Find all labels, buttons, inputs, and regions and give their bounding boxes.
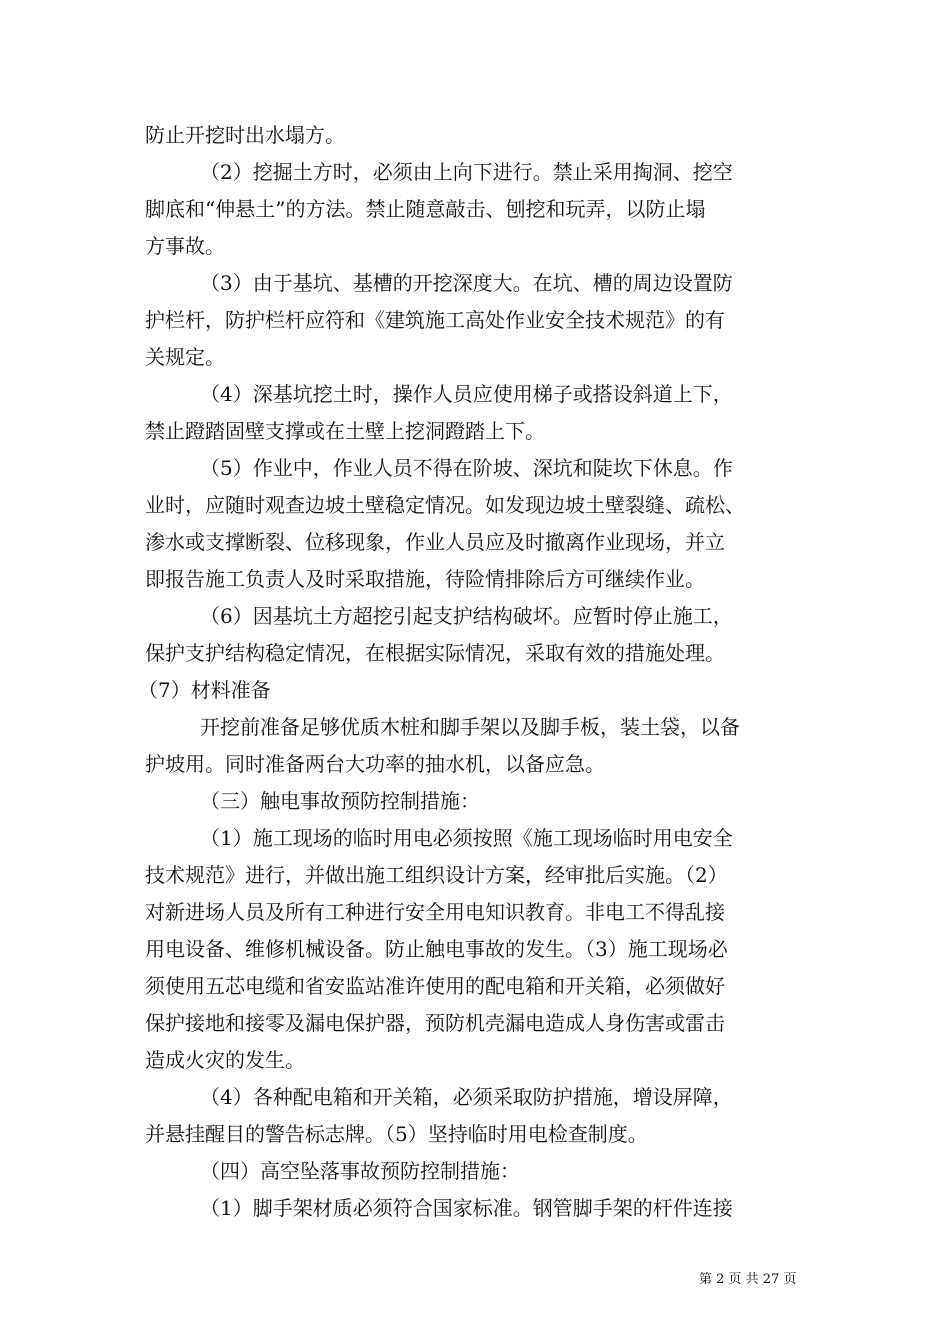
text-line: （2）挖掘土方时，必须由上向下进行。禁止采用掏洞、挖空 xyxy=(200,160,733,184)
section-heading: （三）触电事故预防控制措施： xyxy=(200,789,480,813)
section-heading: （四）高空坠落事故预防控制措施： xyxy=(200,1159,520,1183)
text-line: 用电设备、维修机械设备。防止触电事故的发生。（3）施工现场必 xyxy=(145,937,728,961)
text-line: （4）深基坑挖土时，操作人员应使用梯子或搭设斜道上下， xyxy=(200,382,733,406)
text-line: （1）脚手架材质必须符合国家标准。钢管脚手架的杆件连接 xyxy=(200,1196,733,1220)
text-line: 对新进场人员及所有工种进行安全用电知识教育。非电工不得乱接 xyxy=(145,900,725,924)
text-line: 护栏杆，防护栏杆应符和《建筑施工高处作业安全技术规范》的有 xyxy=(145,308,725,332)
text-line: 关规定。 xyxy=(145,345,225,369)
text-line: （3）由于基坑、基槽的开挖深度大。在坑、槽的周边设置防 xyxy=(200,271,733,295)
text-line: （4）各种配电箱和开关箱，必须采取防护措施，增设屏障， xyxy=(200,1085,733,1109)
text-line: 护坡用。同时准备两台大功率的抽水机，以备应急。 xyxy=(145,752,605,776)
text-line: 渗水或支撑断裂、位移现象，作业人员应及时撤离作业现场，并立 xyxy=(145,530,725,554)
text-line: （5）作业中，作业人员不得在阶坡、深坑和陡坎下休息。作 xyxy=(200,456,733,480)
page-number-footer: 第 2 页 共 27 页 xyxy=(699,1272,797,1287)
text-line: 方事故。 xyxy=(145,234,225,258)
text-line: 禁止蹬踏固壁支撑或在土壁上挖洞蹬踏上下。 xyxy=(145,419,545,443)
text-line: 技术规范》进行，并做出施工组织设计方案，经审批后实施。（2） xyxy=(145,863,728,887)
text-line: （6）因基坑土方超挖引起支护结构破坏。应暂时停止施工， xyxy=(200,604,733,628)
text-line: 须使用五芯电缆和省安监站准许使用的配电箱和开关箱，必须做好 xyxy=(145,974,725,998)
text-line: 并悬挂醒目的警告标志牌。（5）坚持临时用电检查制度。 xyxy=(145,1122,648,1146)
text-line: 造成火灾的发生。 xyxy=(145,1048,305,1072)
text-line: 保护支护结构稳定情况，在根据实际情况，采取有效的措施处理。 xyxy=(145,641,725,665)
text-line: （1）施工现场的临时用电必须按照《施工现场临时用电安全 xyxy=(200,826,733,850)
text-line: 业时，应随时观查边坡土壁稳定情况。如发现边坡土壁裂缝、疏松、 xyxy=(145,493,745,517)
text-line: 保护接地和接零及漏电保护器，预防机壳漏电造成人身伤害或雷击 xyxy=(145,1011,725,1035)
text-line: 即报告施工负责人及时采取措施，待险情排除后方可继续作业。 xyxy=(145,567,705,591)
text-line: 开挖前准备足够优质木桩和脚手架以及脚手板，装土袋，以备 xyxy=(200,715,740,739)
text-line: 防止开挖时出水塌方。 xyxy=(145,123,345,147)
text-line: 脚底和“伸悬土”的方法。禁止随意敲击、刨挖和玩弄，以防止塌 xyxy=(145,197,706,221)
text-line: （7）材料准备 xyxy=(138,678,271,702)
